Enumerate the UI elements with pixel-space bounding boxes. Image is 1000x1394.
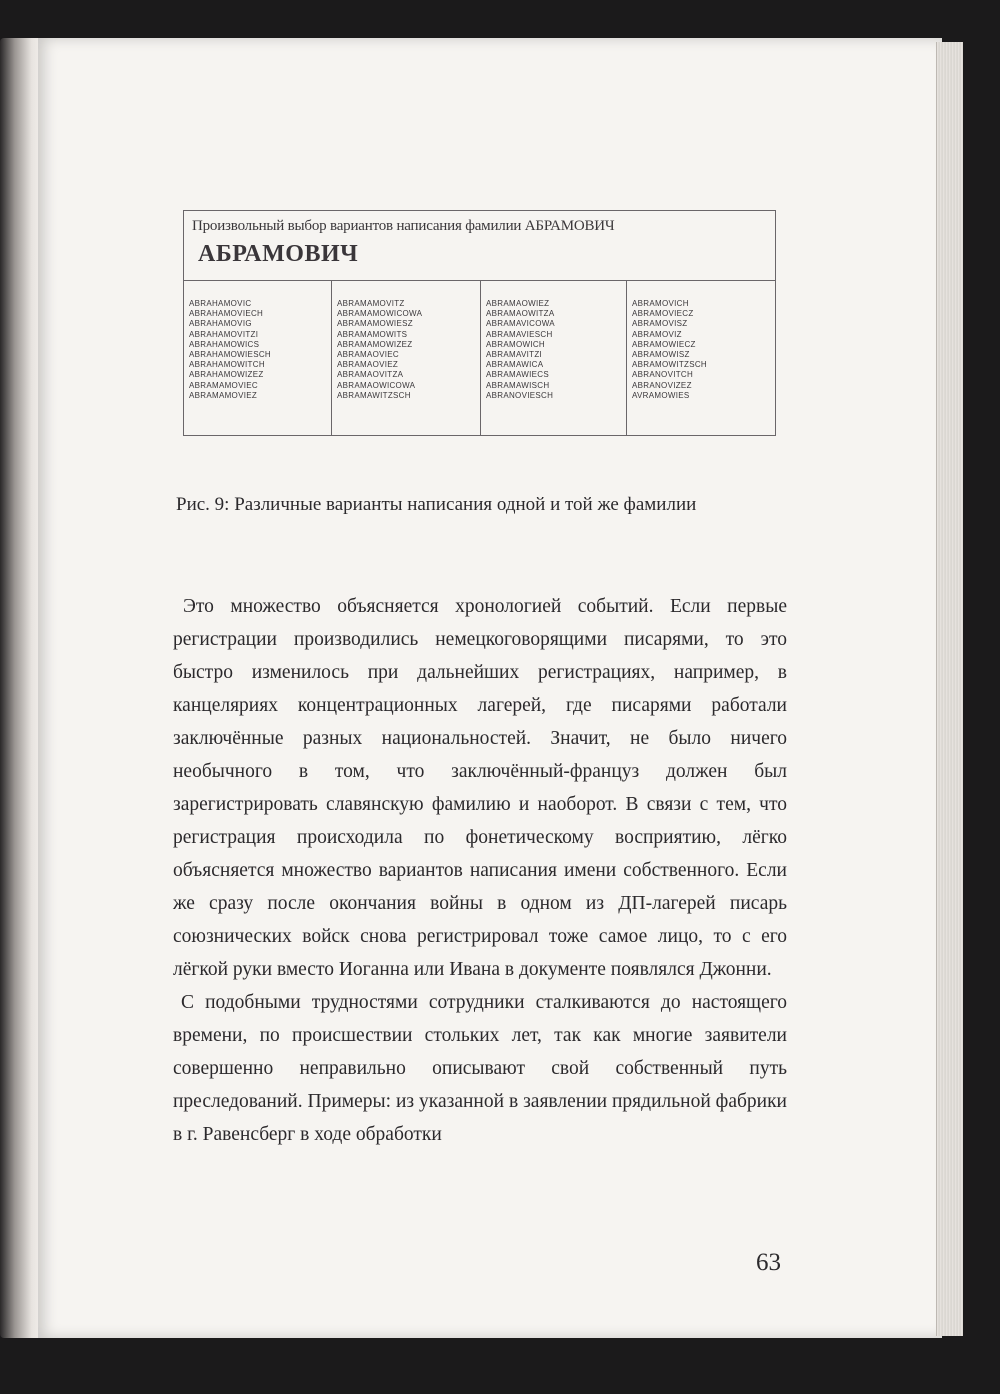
variant-item: ABRAMOVIECZ <box>632 309 694 319</box>
variant-item: ABRAMAMOVIEC <box>189 380 258 390</box>
variant-item: ABRAMOWITZSCH <box>632 360 708 370</box>
variant-item: ABRAMAOVIEZ <box>337 360 399 370</box>
variant-item: ABRAMOVICH <box>632 299 689 308</box>
variant-item: ABRANOVIESCH <box>486 390 554 400</box>
variant-item: ABRAMAVITZI <box>486 350 543 360</box>
variants-column-3 <box>481 281 627 435</box>
variant-item: ABRAMAVICOWA <box>486 319 555 329</box>
variant-item: ABRAMAMOWIESZ <box>337 319 413 329</box>
variant-item: ABRAHAMOVIECH <box>189 309 264 319</box>
variant-item: ABRAMOVIZ <box>632 329 682 339</box>
variant-item: ABRANOVIZEZ <box>632 380 692 390</box>
variant-item: ABRAMAWIECS <box>486 370 550 380</box>
variant-item: ABRAHAMOWICS <box>189 339 260 349</box>
variant-item: ABRAMAWICA <box>486 360 544 370</box>
variant-item: ABRAMAMOWITS <box>337 329 408 339</box>
figure-subtitle: Произвольный выбор вариантов написания фамилии АБРАМОВИЧ <box>192 218 615 234</box>
variants-column-4 <box>627 281 773 435</box>
variants-columns <box>184 281 775 435</box>
variant-item: ABRAMAOVIEC <box>337 350 399 360</box>
variant-item: ABRAHAMOWIZEZ <box>189 370 264 380</box>
variant-item: ABRAMAOWICOWA <box>337 380 416 390</box>
body-text <box>173 590 787 1151</box>
surname-variants-figure <box>183 210 776 436</box>
page-number: 63 <box>756 1249 781 1276</box>
variant-item: ABRAMAMOVITZ <box>337 299 405 308</box>
page-edge <box>936 42 963 1336</box>
variant-item: AVRAMOWIES <box>632 390 690 400</box>
paragraph: С подобными трудностями сотрудники сталкиваются до настоящего времени, по происшествии стольких лет, так как многие заявители совершенно неправильно описывают свой собственный путь преследований. Примеры: из указанной в заявлении прядильной фабрики в г. Равенсберг в ходе обработки <box>173 992 787 1145</box>
variant-item: ABRAMOWIECZ <box>632 339 696 349</box>
variant-item: ABRAHAMOWIESCH <box>189 350 271 360</box>
variant-item: ABRAMOWISZ <box>632 350 690 360</box>
figure-caption: Рис. 9: Различные варианты написания одной и той же фамилии <box>176 494 697 515</box>
variants-column-1 <box>184 281 332 435</box>
variant-item: ABRAHAMOVIG <box>189 319 252 329</box>
paragraph: Это множество объясняется хронологией событий. Если первые регистрации производились немецкоговорящими писарями, то это быстро изменилось при дальнейших регистрациях, например, в канцеляриях концентрационных лагерей, где писарями работали заключённые разных национальностей. Значит, не было ничего необычного в том, что заключённый-француз должен был зарегистрировать славянскую фамилию и наоборот. В связи с тем, что регистрация происходила по фонетическому восприятию, лёгко объясняется множество вариантов написания имени собственного. Если же сразу после окончания войны в одном из ДП-лагерей писарь союзнических войск снова регистрировал тоже самое лицо, то с его лёгкой руки вместо Иоганна или Ивана в документе появлялся Джонни. <box>173 596 787 980</box>
figure-header <box>184 211 775 281</box>
variant-item: ABRAMAOWITZA <box>486 309 555 319</box>
variant-item: ABRAMAOWIEZ <box>486 299 550 308</box>
variant-item: ABRAMAWISCH <box>486 380 550 390</box>
figure-title: АБРАМОВИЧ <box>198 241 359 267</box>
variant-item: ABRAMAWITZSCH <box>337 390 411 400</box>
book-spine-left <box>0 38 42 1338</box>
variant-item: ABRAMAMOWICOWA <box>337 309 423 319</box>
variant-item: ABRAMAOVITZA <box>337 370 404 380</box>
variant-item: ABRAMAMOVIEZ <box>189 390 258 400</box>
variant-item: ABRAMAMOWIZEZ <box>337 339 413 349</box>
variant-item: ABRAMAVIESCH <box>486 329 553 339</box>
variant-item: ABRAMOVISZ <box>632 319 688 329</box>
variant-item: ABRANOVITCH <box>632 370 694 380</box>
variant-item: ABRAHAMOWITCH <box>189 360 265 370</box>
variant-item: ABRAHAMOVIC <box>189 299 252 308</box>
variants-column-2 <box>332 281 481 435</box>
variant-item: ABRAMOWICH <box>486 339 545 349</box>
variant-item: ABRAHAMOVITZI <box>189 329 259 339</box>
